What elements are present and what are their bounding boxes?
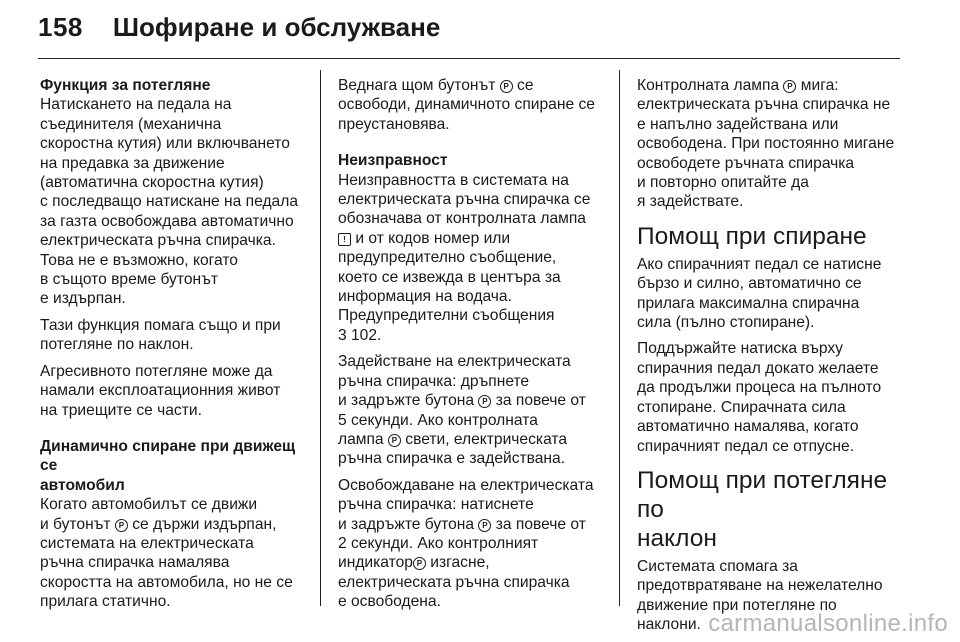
column-divider-1 bbox=[320, 70, 321, 606]
section-heading-fault: Неизправност bbox=[338, 152, 448, 170]
chapter-title: Шофиране и обслужване bbox=[112, 12, 441, 42]
paragraph: Когато автомобилът се движи и бутонът P се държи издърпан, системата на електрическата ръчна спирачка намалява скоростта на автомобила, но не се прилага статично. bbox=[40, 496, 293, 611]
paragraph: Неизправността в системата на електрическата ръчна спирачка се обозначава от контролната лампа ! и от кодов номер или предупредително съобщение, което се извежда в центъра за информация на водача. Предупредителни съобщения 3 102. bbox=[338, 171, 591, 344]
header-rule bbox=[38, 58, 900, 59]
parking-brake-icon: P bbox=[388, 434, 401, 447]
section-heading-hill-start-assist: Помощ при потегляне по наклон bbox=[637, 466, 888, 552]
column-divider-2 bbox=[619, 70, 620, 606]
parking-brake-icon: P bbox=[500, 80, 513, 93]
warning-lamp-icon: ! bbox=[338, 233, 351, 246]
paragraph: Тази функция помага също и при потегляне по наклон. bbox=[40, 316, 281, 354]
page-number: 158 bbox=[38, 12, 83, 42]
paragraph: Ако спирачният педал се натисне бързо и силно, автоматично се прилага максимална спирачна сила (пълно стопиране). bbox=[637, 255, 882, 332]
section-heading-drive-away: Функция за потегляне bbox=[40, 77, 211, 94]
watermark: carmanualsonline.info bbox=[708, 610, 948, 637]
column-3 bbox=[637, 76, 905, 642]
parking-brake-icon: P bbox=[783, 80, 796, 93]
page-reference: 3 102. bbox=[338, 326, 382, 344]
paragraph: Освобождаване на електрическата ръчна спирачка: натиснете и задръжте бутона P за повече от 2 секунди. Ако контролният индикатор P изгасне, електрическата ръчна спирачка е освободена. bbox=[338, 476, 594, 611]
parking-brake-icon: P bbox=[478, 519, 491, 532]
paragraph: Задействане на електрическата ръчна спирачка: дръпнете и задръжте бутона P за повече от 5 секунди. Ако контролната лампа P свети, електрическата ръчна спирачка е задействана. bbox=[338, 353, 586, 468]
parking-brake-icon: P bbox=[115, 519, 128, 532]
column-2 bbox=[338, 76, 606, 619]
paragraph: Системата спомага за предотвратяване на нежелателно движение при потегляне по наклони. bbox=[637, 557, 883, 634]
parking-brake-icon: P bbox=[478, 395, 491, 408]
paragraph: Агресивното потегляне може да намали експлоатационния живот на триещите се части. bbox=[40, 362, 281, 419]
paragraph: Поддържайте натиска върху спирачния педал докато желаете да продължи процеса на пълното стопиране. Спирачната сила автоматично намалява, когато спирачният педал се отпусне. bbox=[637, 340, 882, 455]
column-1 bbox=[40, 76, 308, 619]
section-heading-brake-assist: Помощ при спиране bbox=[637, 222, 867, 250]
paragraph: Контролната лампа P мига: електрическата ръчна спирачка не е напълно задействана или освободена. При постоянно мигане освободете ръчната спирачка и повторно опитайте да я задействате. bbox=[637, 77, 895, 211]
page-header bbox=[38, 12, 440, 43]
paragraph: Натискането на педала на съединителя (механична скоростна кутия) или включването на предавка за движение (автоматична скоростна кутия) с последващо натискане на педала за газта освобождава автоматично електрическата ръчна спирачка. Това не е възможно, когато в същото време бутонът е издърпан. bbox=[40, 96, 298, 308]
parking-brake-icon: P bbox=[413, 557, 426, 570]
section-heading-dynamic-braking: Динамично спиране при движещ се автомобил bbox=[40, 437, 296, 494]
paragraph: Веднага щом бутонът P се освободи, динамичното спиране се преустановява. bbox=[338, 77, 595, 133]
